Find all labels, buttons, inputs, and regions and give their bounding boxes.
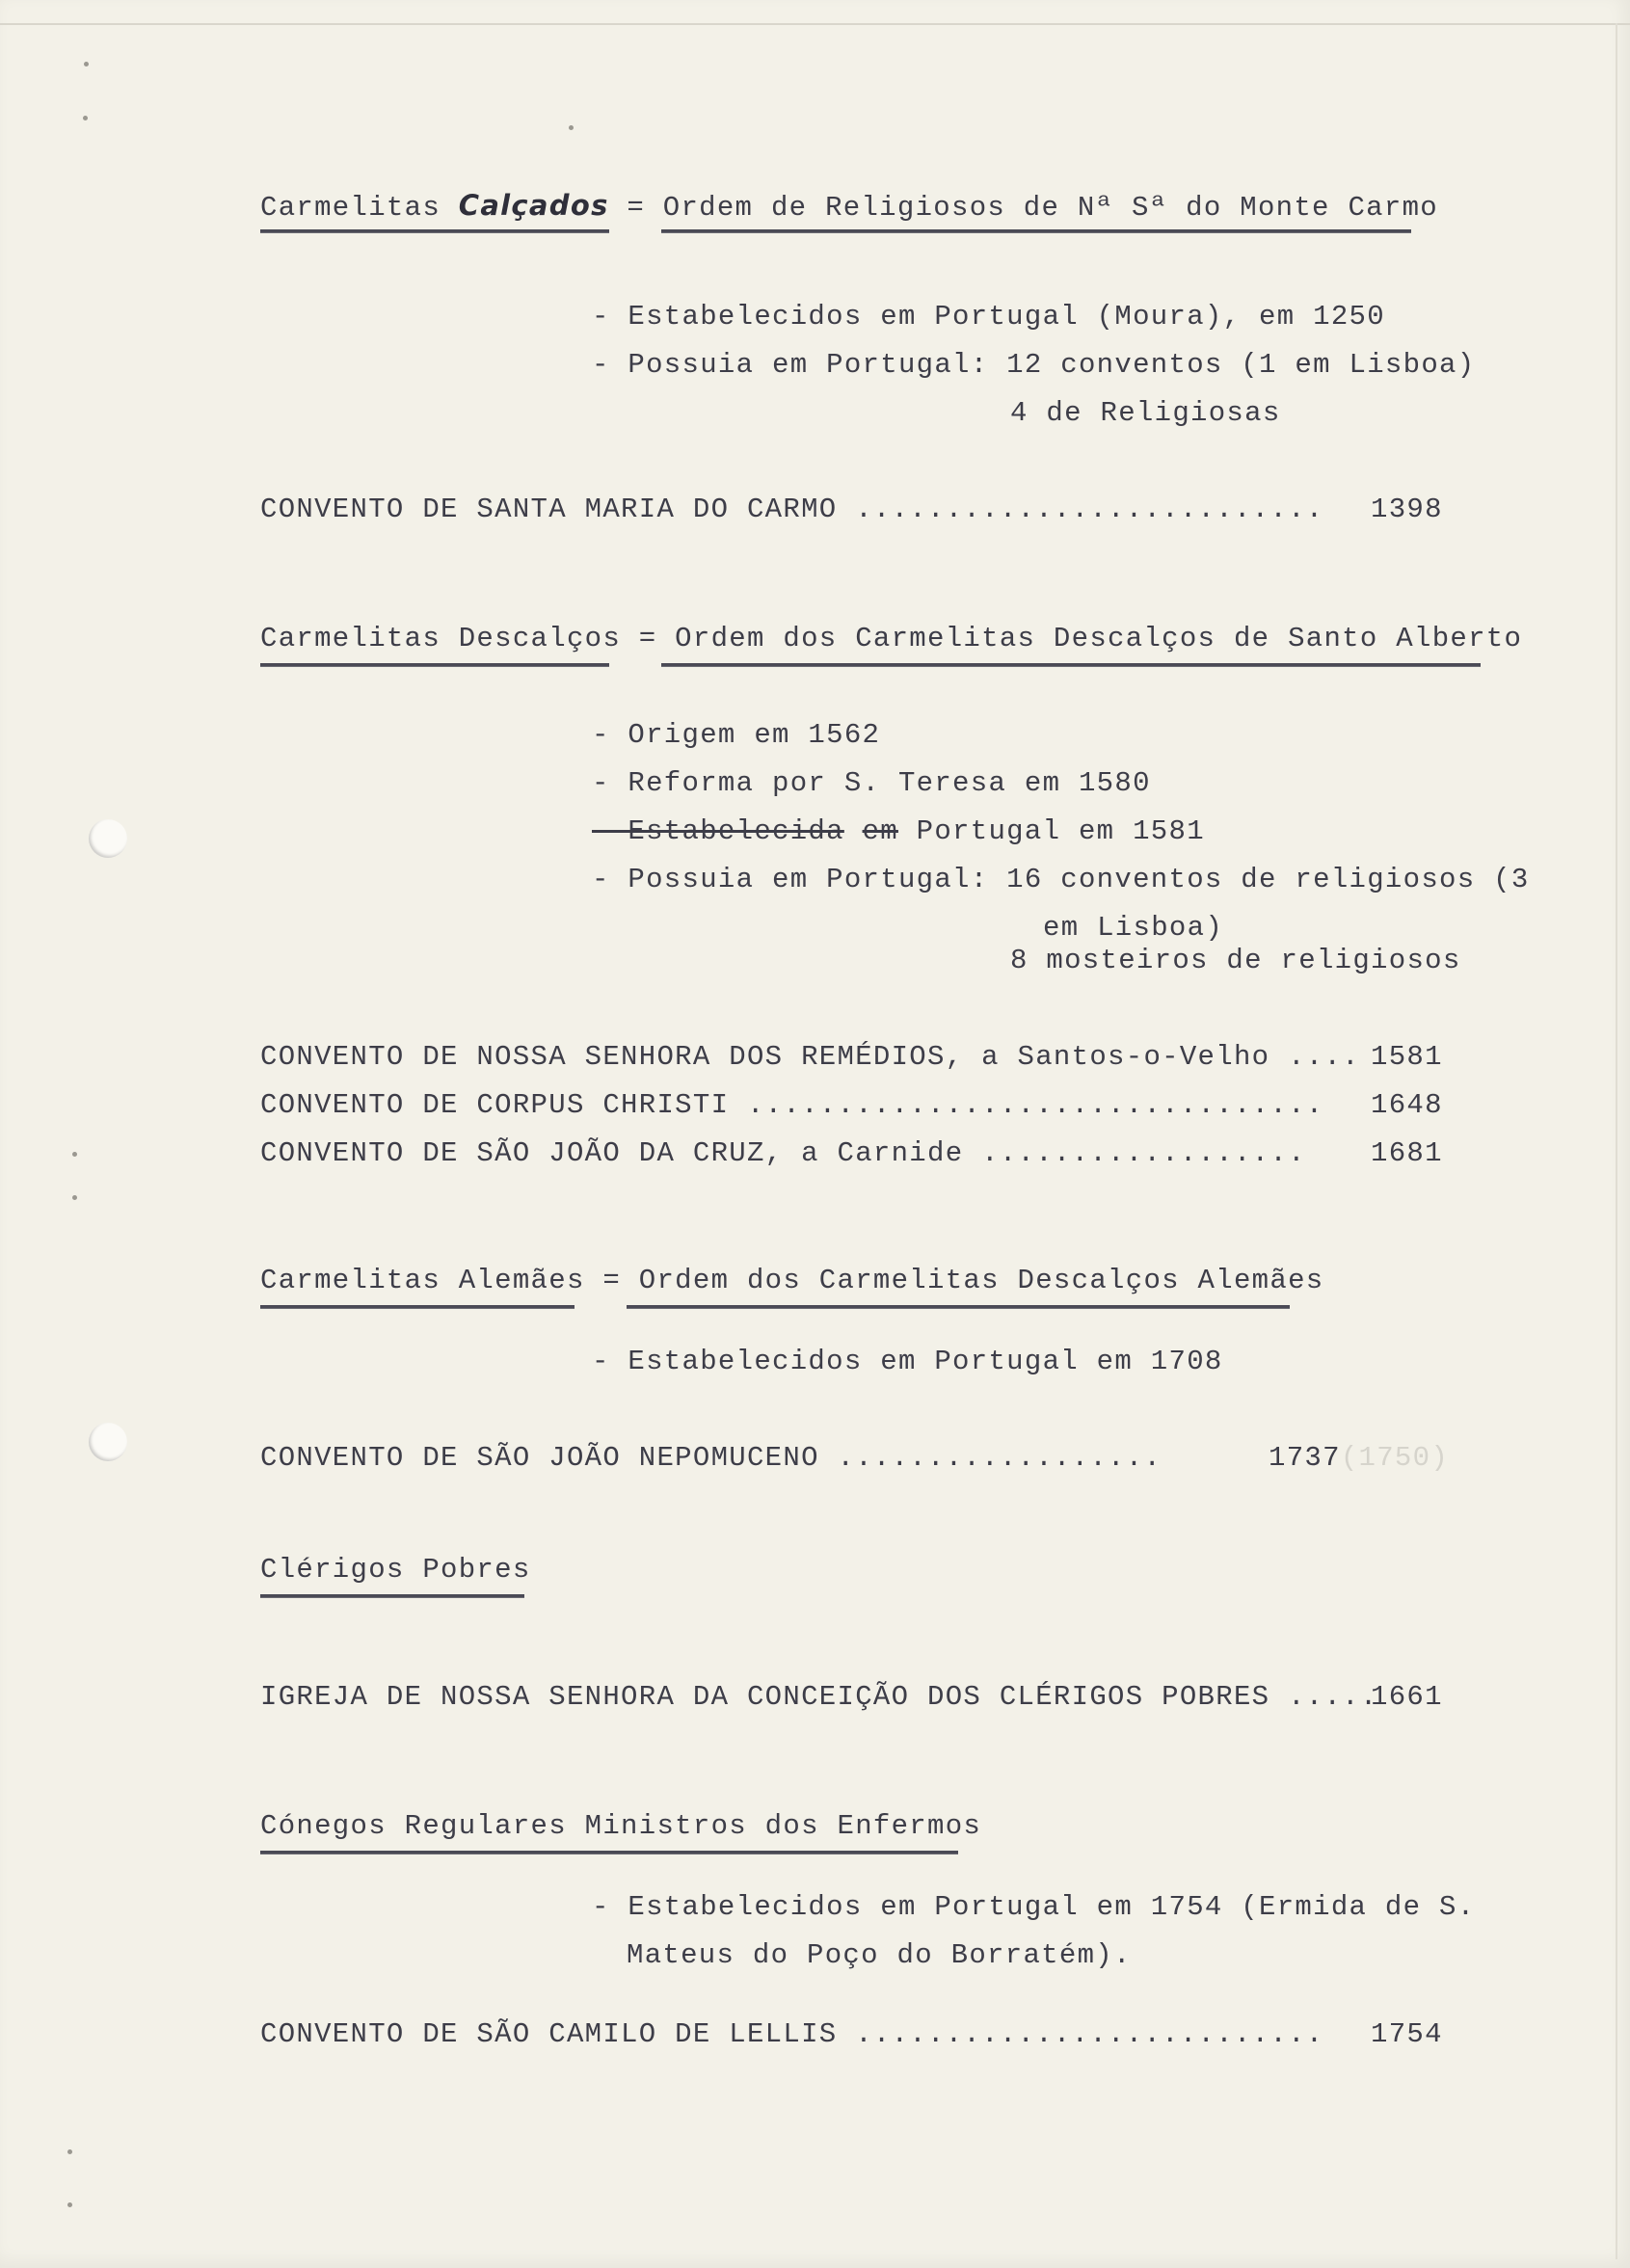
heading-underline	[260, 1305, 575, 1309]
leader-dots: ..........................	[855, 2018, 1324, 2050]
handwritten-correction: Calçados	[458, 189, 609, 222]
section-heading-conegos: Cónegos Regulares Ministros dos Enfermos	[260, 1810, 982, 1842]
paper-speck	[72, 1152, 77, 1157]
note-line: em Lisboa)	[1043, 912, 1224, 944]
note-line: 8 mosteiros de religiosos	[1010, 945, 1461, 976]
entry-name: CONVENTO DE SÃO JOÃO NEPOMUCENO	[260, 1442, 819, 1474]
leader-dots: ..........................	[855, 494, 1324, 525]
leader-dots: .....	[1288, 1681, 1378, 1713]
note-line: - Origem em 1562	[592, 719, 881, 751]
entry-year: 1681	[1371, 1137, 1443, 1169]
entry-name: CONVENTO DE SÃO JOÃO DA CRUZ, a Carnide	[260, 1137, 964, 1169]
page-edge-right	[1616, 23, 1617, 2259]
note-text: Portugal em 1581	[916, 815, 1205, 847]
list-item	[260, 494, 1323, 526]
heading-right-text: Ordem dos Carmelitas Descalços de Santo Alberto	[675, 623, 1523, 654]
leader-dots: ................................	[746, 1089, 1324, 1121]
heading-right-text: Ordem de Religiosos de Nª Sª do Monte Carmo	[662, 192, 1438, 224]
struck-text: em	[862, 815, 898, 847]
heading-underline	[260, 229, 609, 233]
heading-underline	[661, 229, 1411, 233]
entry-year: 1581	[1371, 1041, 1443, 1073]
list-item	[260, 1137, 1306, 1170]
entry-year: 1648	[1371, 1089, 1443, 1121]
note-line: - Possuia em Portugal: 12 conventos (1 em Lisboa)	[592, 349, 1476, 381]
note-line: - Estabelecidos em Portugal em 1754 (Ermida de S.	[592, 1891, 1476, 1923]
leader-dots: ..................	[981, 1137, 1306, 1169]
note-line: - Possuia em Portugal: 16 conventos de religiosos (3	[592, 864, 1530, 895]
entry-name: CONVENTO DE NOSSA SENHORA DOS REMÉDIOS, a Santos-o-Velho	[260, 1041, 1270, 1073]
note-line	[592, 815, 1205, 848]
section-heading-calcados	[260, 189, 1438, 225]
section-heading-descalcos	[260, 623, 1522, 655]
heading-underline	[260, 663, 609, 667]
section-heading-clerigos: Clérigos Pobres	[260, 1554, 531, 1586]
year-text: 1737	[1269, 1442, 1341, 1474]
heading-left-text: Carmelitas	[260, 192, 459, 224]
paper-speck	[67, 2202, 72, 2207]
entry-name: CONVENTO DE CORPUS CHRISTI	[260, 1089, 730, 1121]
list-item	[260, 1089, 1323, 1122]
equals-sign: =	[627, 192, 646, 224]
entry-year: 1754	[1371, 2018, 1443, 2050]
list-item	[260, 2018, 1323, 2051]
entry-name: IGREJA DE NOSSA SENHORA DA CONCEIÇÃO DOS CLÉRIGOS POBRES	[260, 1681, 1270, 1713]
heading-left-text: Carmelitas Alemães	[260, 1265, 585, 1296]
struck-text: - Estabelecida	[592, 815, 844, 847]
paper-speck	[72, 1195, 77, 1200]
erased-note: (1750)	[1340, 1442, 1450, 1474]
heading-underline	[260, 1851, 958, 1854]
entry-name: CONVENTO DE SANTA MARIA DO CARMO	[260, 494, 838, 525]
page-edge-top	[0, 23, 1630, 25]
heading-underline	[627, 1305, 1290, 1309]
punch-hole-lower	[89, 1423, 127, 1461]
list-item	[260, 1442, 1162, 1475]
leader-dots: ..................	[837, 1442, 1162, 1474]
list-item	[260, 1681, 1378, 1714]
equals-sign: =	[638, 623, 657, 654]
heading-underline	[661, 663, 1481, 667]
heading-underline	[260, 1594, 524, 1598]
entry-year	[1269, 1442, 1449, 1475]
note-line: - Estabelecidos em Portugal (Moura), em 1250	[592, 301, 1385, 333]
entry-year: 1398	[1371, 494, 1443, 525]
note-line: - Estabelecidos em Portugal em 1708	[592, 1346, 1223, 1377]
entry-name: CONVENTO DE SÃO CAMILO DE LELLIS	[260, 2018, 838, 2050]
punch-hole-upper	[89, 819, 127, 858]
note-line: Mateus do Poço do Borratém).	[627, 1939, 1132, 1971]
list-item	[260, 1041, 1360, 1074]
heading-right-text: Ordem dos Carmelitas Descalços Alemães	[638, 1265, 1324, 1296]
heading-left-text: Carmelitas Descalços	[260, 623, 622, 654]
leader-dots: ....	[1288, 1041, 1360, 1073]
paper-speck	[84, 62, 89, 67]
note-line: - Reforma por S. Teresa em 1580	[592, 767, 1151, 799]
section-heading-alemaes	[260, 1265, 1323, 1297]
paper-speck	[569, 125, 574, 130]
note-line: 4 de Religiosas	[1010, 397, 1281, 429]
equals-sign: =	[602, 1265, 622, 1296]
paper-speck	[83, 116, 88, 120]
paper-speck	[67, 2149, 72, 2154]
entry-year: 1661	[1371, 1681, 1443, 1713]
